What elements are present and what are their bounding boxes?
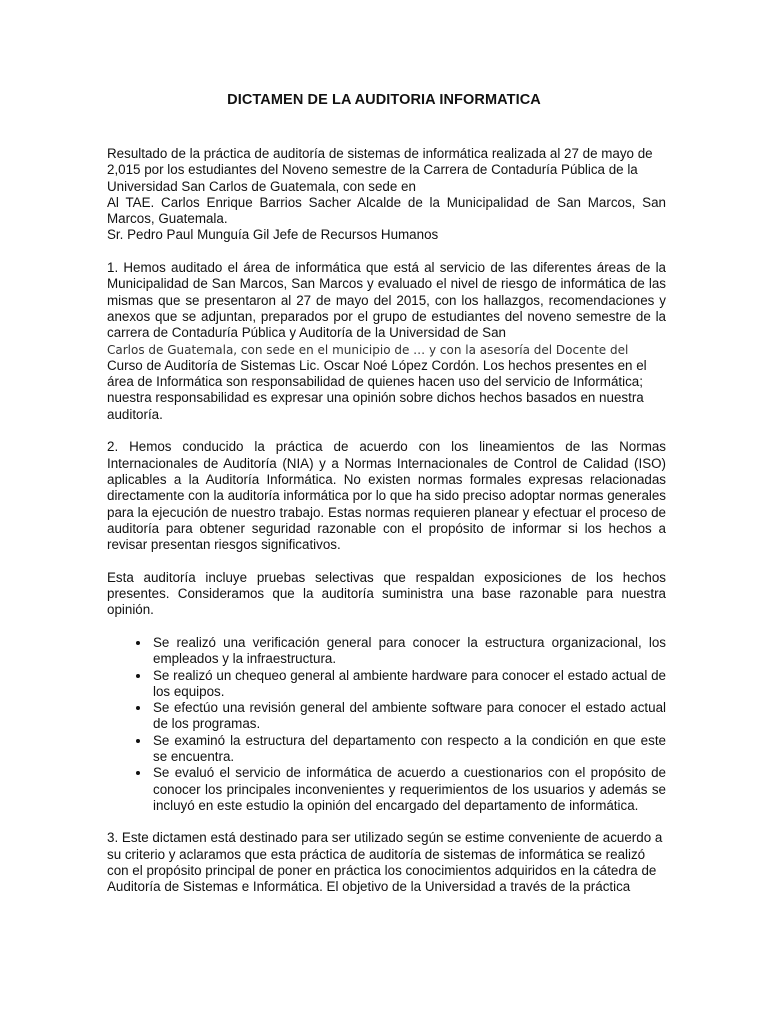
paragraph-3: Esta auditoría incluye pruebas selectivas que respaldan exposiciones de los hechos presentes. Consideramos que la auditoría suministra una base razonable para nuestra opinión. [107,569,666,618]
list-item: • Se examinó la estructura del departamento con respecto a la condición en que este se encuentra. [151,733,666,766]
document-body [107,146,666,912]
intro-line-3: Sr. Pedro Paul Munguía Gil Jefe de Recursos Humanos [107,227,439,243]
list-item: • Se efectúo una revisión general del ambiente software para conocer el estado actual de los programas. [151,700,666,733]
intro-line-1: Resultado de la práctica de auditoría de sistemas de informática realizada al 27 de mayo de 2,015 por los estudiantes del Noveno semestre de la Carrera de Contaduría Pública de la Universidad San Carlos de Guatemala, con sede en [107,146,653,194]
findings-list [107,635,666,814]
paragraph-1-part-3: Curso de Auditoría de Sistemas Lic. Oscar Noé López Cordón. Los hechos presentes en el área de Informática son responsabilidad de quienes hacen uso del servicio de Informática; nuestra responsabilidad es expresar una opinión sobre dichos hechos basados en nuestra auditoría. [107,357,647,422]
list-item: • Se realizó una verificación general para conocer la estructura organizacional, los empleados y la infraestructura. [151,635,666,668]
document-title: DICTAMEN DE LA AUDITORIA INFORMATICA [227,92,541,108]
paragraph-2: 2. Hemos conducido la práctica de acuerdo con los lineamientos de las Normas Internacionales de Auditoría (NIA) y a Normas Internacionales de Control de Calidad (ISO) aplicables a la Auditoría Informática. No existen normas formales expresas relacionadas directamente con la auditoría informática por lo que ha sido preciso adoptar normas generales para la ejecución de nuestro trabajo. Estas normas requieren planear y efectuar el proceso de auditoría para obtener seguridad razonable con el propósito de informar si los hechos a revisar presentan riesgos significativos. [107,439,667,553]
paragraph-4: 3. Este dictamen está destinado para ser utilizado según se estime conveniente de acuerdo a su criterio y aclaramos que esta práctica de auditoría de sistemas de informática se realizó con el propósito principal de poner en práctica los conocimientos adquiridos en la cátedra de Auditoría de Sistemas e Informática. El objetivo de la Universidad a través de la práctica [107,830,663,895]
intro-line-2: Al TAE. Carlos Enrique Barrios Sacher Alcalde de la Municipalidad de San Marcos, San Marcos, Guatemala. [107,194,666,227]
paragraph-1-part-1: 1. Hemos auditado el área de informática que está al servicio de las diferentes áreas de la Municipalidad de San Marcos, San Marcos y evaluado el nivel de riesgo de informática de las mismas que se presentaron al 27 de mayo del 2015, con los hallazgos, recomendaciones y anexos que se adjuntan, preparados por el grupo de estudiantes del noveno semestre de la carrera de Contaduría Pública y Auditoría de la Universidad de San [107,260,666,341]
paragraph-1 [107,260,666,423]
list-item: • Se realizó un chequeo general al ambiente hardware para conocer el estado actual de los equipos. [151,668,666,701]
intro-paragraph [107,146,666,244]
paragraph-1-part-2: Carlos de Guatemala, con sede en el municipio de … y con la asesoría del Docente del [107,342,629,357]
list-item: • Se evaluó el servicio de informática de acuerdo a cuestionarios con el propósito de conocer los principales inconvenientes y requerimientos de los usuarios y además se incluyó en este estudio la opinión del encargado del departamento de informática. [151,765,666,814]
